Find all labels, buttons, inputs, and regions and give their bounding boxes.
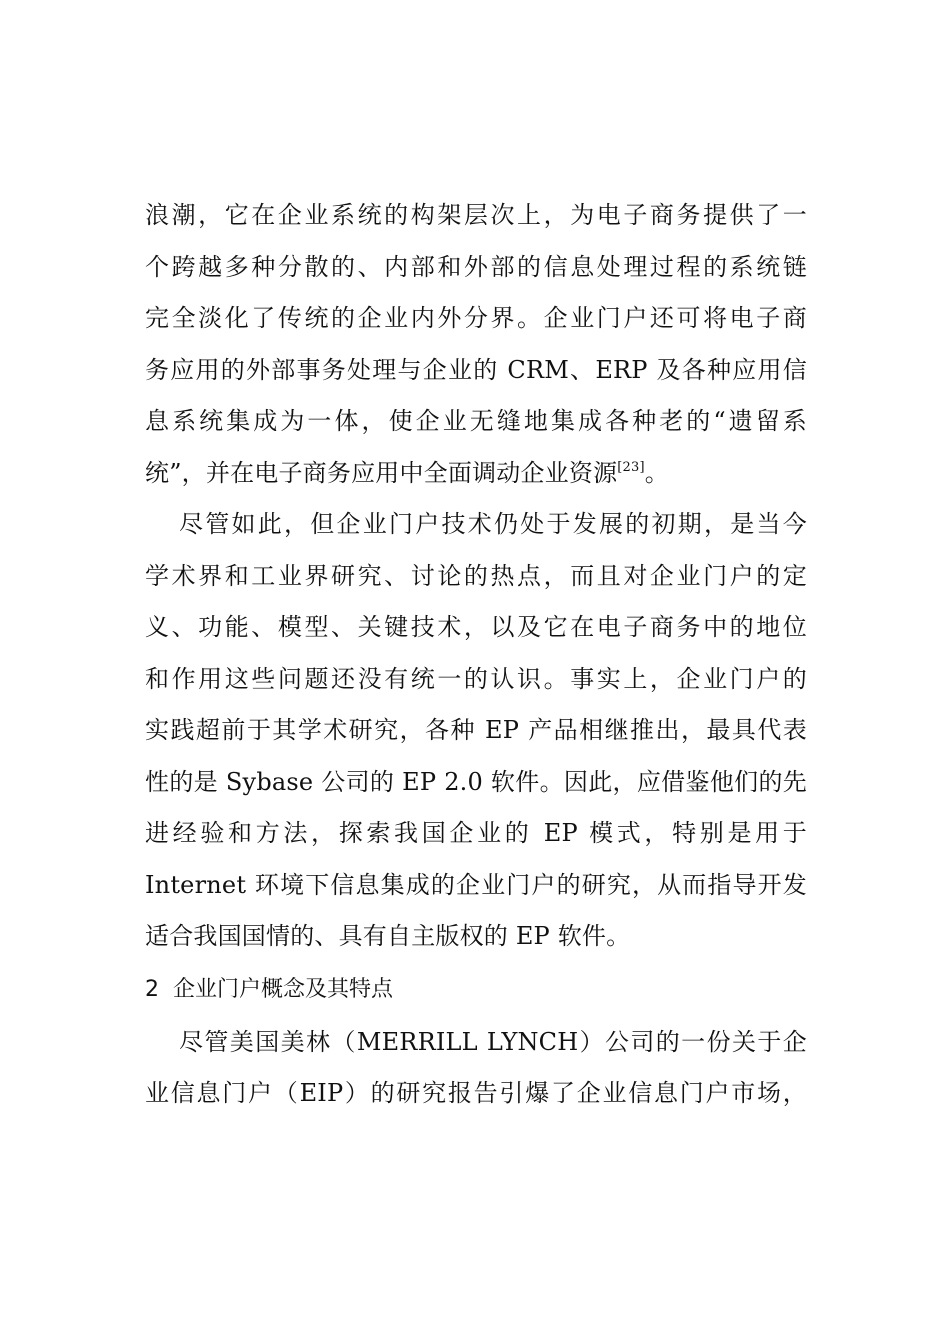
text-line: 进经验和方法，探索我国企业的 EP 模式，特别是用于 (145, 819, 807, 847)
text-line: 实践超前于其学术研究，各种 EP 产品相继推出，最具代表 (145, 716, 807, 744)
text-line: 完全淡化了传统的企业内外分界。企业门户还可将电子商 (145, 304, 807, 332)
citation-ref: [23] (617, 459, 645, 475)
section-number: 2 (145, 976, 159, 1002)
text-line: 性的是 Sybase 公司的 EP 2.0 软件。因此，应借鉴他们的先 (145, 767, 807, 796)
sentence-end-mark: 。 (644, 458, 669, 487)
text-line: 浪潮，它在企业系统的构架层次上，为电子商务提供了一 (145, 201, 807, 229)
text-line: 尽管美国美林（MERRILL LYNCH）公司的一份关于企 (179, 1027, 807, 1056)
paragraph-1 (145, 190, 807, 499)
text-line: 个跨越多种分散的、内部和外部的信息处理过程的系统链 (145, 252, 807, 281)
text-line: 业信息门户（EIP）的研究报告引爆了企业信息门户市场， (145, 1079, 807, 1107)
text-line: 学术界和工业界研究、讨论的热点，而且对企业门户的定 (145, 561, 807, 590)
text-line: Internet 环境下信息集成的企业门户的研究，从而指导开发 (145, 870, 807, 899)
document-page (145, 190, 807, 1120)
section-heading (145, 963, 807, 1017)
text-line: 务应用的外部事务处理与企业的 CRM、ERP 及各种应用信 (145, 355, 807, 384)
text-line: 义、功能、模型、关键技术，以及它在电子商务中的地位 (145, 613, 807, 641)
text-line: 和作用这些问题还没有统一的认识。事实上，企业门户的 (145, 664, 807, 693)
text-line: 尽管如此，但企业门户技术仍处于发展的初期，是当今 (179, 510, 807, 538)
section-title: 企业门户概念及其特点 (173, 976, 394, 1002)
paragraph-2 (145, 499, 807, 963)
paragraph-3 (145, 1017, 807, 1120)
text-line: 适合我国国情的、具有自主版权的 EP 软件。 (145, 922, 631, 950)
text-line-with-citation (145, 448, 807, 500)
text-line-content: 统”，并在电子商务应用中全面调动企业资源 (145, 458, 618, 487)
text-line: 息系统集成为一体，使企业无缝地集成各种老的“遗留系 (145, 407, 807, 435)
